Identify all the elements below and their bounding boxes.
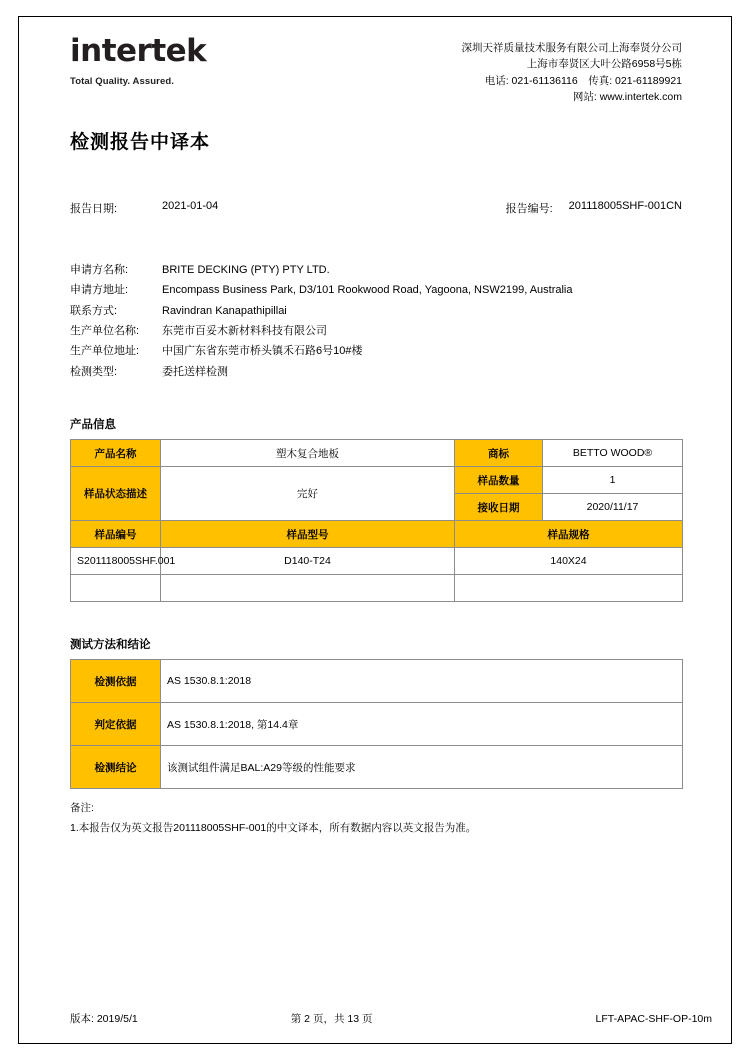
- sample-condition-value: 完好: [161, 467, 455, 521]
- method-conclusion-table: [70, 659, 683, 789]
- document-header: [70, 33, 682, 105]
- method-conclusion-heading: 测试方法和结论: [70, 639, 151, 652]
- notes-block: [70, 799, 682, 839]
- report-number-label: 报告编号:: [505, 203, 553, 216]
- report-date-label: 报告日期:: [70, 203, 118, 216]
- table-row: [71, 521, 683, 548]
- info-key: 检测类型:: [70, 365, 118, 378]
- test-standard-value: AS 1530.8.1:2018: [161, 660, 683, 703]
- sample-quantity-header: 样品数量: [455, 467, 543, 494]
- page-footer: [70, 1011, 712, 1026]
- applicant-info-block: [70, 260, 682, 382]
- sample-spec-blank: [455, 575, 683, 602]
- notes-title: 备注:: [70, 802, 94, 815]
- brand-logo: [70, 33, 300, 87]
- product-info-heading: 产品信息: [70, 419, 116, 432]
- info-key: 联系方式:: [70, 304, 118, 317]
- sample-no-blank: [71, 575, 161, 602]
- sample-no-value: S201118005SHF.001: [71, 548, 161, 575]
- sample-model-header: 样品型号: [161, 521, 455, 548]
- company-address-line: 上海市奉贤区大叶公路6958号5栋: [526, 58, 682, 71]
- footer-doc-code: LFT-APAC-SHF-OP-10m: [595, 1012, 712, 1025]
- info-key: 申请方地址:: [70, 284, 129, 297]
- notes-item: 1.本报告仅为英文报告201118005SHF-001的中文译本，所有数据内容以英文报告为准。: [70, 822, 477, 835]
- info-value: 东莞市百妥木新材料科技有限公司: [162, 325, 327, 338]
- report-date-group: [70, 200, 370, 216]
- company-name-line: 深圳天祥质量技术服务有限公司上海奉贤分公司: [461, 42, 682, 54]
- info-row: [70, 321, 682, 341]
- receive-date-header: 接收日期: [455, 494, 543, 521]
- info-row: [70, 260, 682, 280]
- info-value: Encompass Business Park, D3/101 Rookwood Road, Yagoona, NSW2199, Australia: [162, 284, 573, 297]
- info-value: BRITE DECKING (PTY) PTY LTD.: [162, 264, 330, 277]
- table-row: [71, 703, 683, 746]
- report-meta-row: [70, 200, 682, 216]
- judgement-basis-header: 判定依据: [71, 703, 161, 746]
- page-content: [70, 33, 682, 839]
- product-name-header: 产品名称: [71, 440, 161, 467]
- company-website-line: 网站: www.intertek.com: [572, 90, 682, 103]
- company-phone-line: 电话: 021-61136116 传真: 021-61189921: [484, 74, 682, 87]
- table-row: [71, 467, 683, 494]
- table-row: [71, 575, 683, 602]
- logo-wordmark: intertek: [70, 33, 207, 69]
- trademark-header: 商标: [455, 440, 543, 467]
- product-name-value: 塑木复合地板: [161, 440, 455, 467]
- sample-model-value: D140-T24: [161, 548, 455, 575]
- info-key: 生产单位名称:: [70, 325, 140, 338]
- info-value: Ravindran Kanapathipillai: [162, 304, 287, 317]
- report-date-value: 2021-01-04: [162, 200, 219, 213]
- sample-condition-header: 样品状态描述: [71, 467, 161, 521]
- receive-date-value: 2020/11/17: [543, 494, 683, 521]
- trademark-value: BETTO WOOD®: [543, 440, 683, 467]
- report-number-group: [370, 200, 682, 216]
- page-title: 检测报告中译本: [70, 132, 211, 154]
- report-number-value: 201118005SHF-001CN: [568, 200, 682, 213]
- table-row: [71, 440, 683, 467]
- table-row: [71, 660, 683, 703]
- product-info-table: [70, 439, 683, 602]
- info-key: 生产单位地址:: [70, 345, 140, 358]
- conclusion-value: 该测试组件满足BAL:A29等级的性能要求: [161, 746, 683, 789]
- footer-page-number: 第 2 页，共 13 页: [290, 1013, 373, 1025]
- sample-no-header: 样品编号: [71, 521, 161, 548]
- info-value: 中国广东省东莞市桥头镇禾石路6号10#楼: [162, 345, 363, 358]
- company-contact-block: [462, 36, 683, 105]
- sample-spec-header: 样品规格: [455, 521, 683, 548]
- info-row: [70, 341, 682, 361]
- sample-spec-value: 140X24: [455, 548, 683, 575]
- logo-tagline: Total Quality. Assured.: [70, 76, 175, 87]
- info-row: [70, 362, 682, 382]
- info-key: 申请方名称:: [70, 264, 129, 277]
- info-row: [70, 301, 682, 321]
- table-row: [71, 746, 683, 789]
- sample-quantity-value: 1: [543, 467, 683, 494]
- conclusion-header: 检测结论: [71, 746, 161, 789]
- table-row: [71, 548, 683, 575]
- test-standard-header: 检测依据: [71, 660, 161, 703]
- footer-version: 版本: 2019/5/1: [70, 1013, 138, 1025]
- sample-model-blank: [161, 575, 455, 602]
- info-value: 委托送样检测: [162, 365, 228, 378]
- judgement-basis-value: AS 1530.8.1:2018, 第14.4章: [161, 703, 683, 746]
- info-row: [70, 280, 682, 300]
